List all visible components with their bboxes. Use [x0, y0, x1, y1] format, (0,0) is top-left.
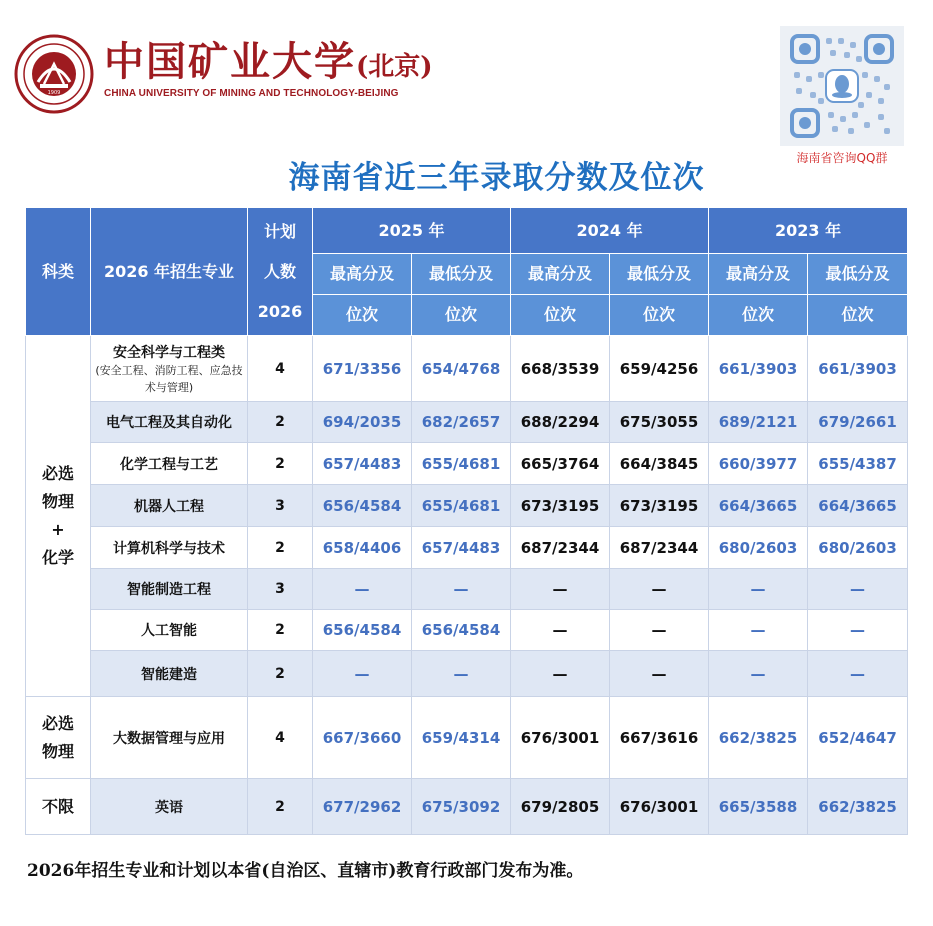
score-cell: 662/3825 — [808, 779, 908, 835]
score-cell: 655/4681 — [412, 443, 511, 485]
category-line: 必选 — [41, 464, 74, 483]
header-year-2025: 2025 年 — [313, 208, 511, 254]
score-cell: 654/4768 — [412, 336, 511, 402]
table-row — [26, 610, 908, 651]
score-cell: 665/3588 — [709, 779, 808, 835]
score-cell: 665/3764 — [511, 443, 610, 485]
category-line: 物理 — [41, 741, 74, 761]
score-cell: — — [808, 651, 908, 697]
score-cell: 668/3539 — [511, 336, 610, 402]
score-cell: 659/4314 — [412, 697, 511, 779]
major-cell: 智能建造 — [91, 651, 248, 697]
table-row — [26, 443, 908, 485]
score-cell: 662/3825 — [709, 697, 808, 779]
score-cell: 656/4584 — [313, 610, 412, 651]
score-cell: — — [709, 651, 808, 697]
university-emblem-logo — [14, 34, 94, 114]
score-cell: 688/2294 — [511, 402, 610, 443]
category-cell — [26, 697, 91, 779]
score-cell: 694/2035 — [313, 402, 412, 443]
score-cell: — — [709, 610, 808, 651]
plan-cell: 2 — [248, 610, 313, 651]
table-row — [26, 402, 908, 443]
header-rank-label: 位次 — [808, 295, 908, 336]
score-cell: — — [412, 569, 511, 610]
score-cell: — — [412, 651, 511, 697]
score-cell: 661/3903 — [808, 336, 908, 402]
university-name-cn-main: 中国矿业大学 — [104, 38, 356, 85]
header-plan-line2: 人数 — [263, 261, 296, 281]
plan-cell: 2 — [248, 779, 313, 835]
header-max-label: 最高分及 — [709, 254, 808, 295]
score-cell: 664/3665 — [808, 485, 908, 527]
score-cell: 660/3977 — [709, 443, 808, 485]
major-cell: 机器人工程 — [91, 485, 248, 527]
score-cell: 667/3660 — [313, 697, 412, 779]
footnote: 2026年招生专业和计划以本省(自治区、直辖市)教育行政部门发布为准。 — [27, 861, 584, 881]
score-cell: 664/3845 — [610, 443, 709, 485]
table-row — [26, 336, 908, 402]
score-cell: — — [610, 610, 709, 651]
header-rank-label: 位次 — [412, 295, 511, 336]
header-rank-label: 位次 — [313, 295, 412, 336]
category-line: 必选 — [41, 713, 74, 733]
major-cell — [91, 336, 248, 402]
score-cell: — — [511, 569, 610, 610]
plan-cell: 2 — [248, 651, 313, 697]
score-cell: 664/3665 — [709, 485, 808, 527]
table-row — [26, 779, 908, 835]
score-cell: 687/2344 — [511, 527, 610, 569]
qr-caption: 海南省咨询QQ群 — [796, 151, 888, 165]
score-cell: — — [808, 569, 908, 610]
score-cell: 673/3195 — [511, 485, 610, 527]
header-plan-line3: 2026 — [257, 301, 303, 321]
score-cell: 652/4647 — [808, 697, 908, 779]
admission-scores-table — [25, 207, 908, 835]
score-cell: 656/4584 — [313, 485, 412, 527]
score-cell: 689/2121 — [709, 402, 808, 443]
score-cell: 655/4387 — [808, 443, 908, 485]
header-year-2024: 2024 年 — [511, 208, 709, 254]
score-cell: 659/4256 — [610, 336, 709, 402]
score-cell: 675/3092 — [412, 779, 511, 835]
university-name-en: CHINA UNIVERSITY OF MINING AND TECHNOLOGY-BEIJING — [104, 88, 399, 99]
score-cell: 667/3616 — [610, 697, 709, 779]
header-min-label: 最低分及 — [808, 254, 908, 295]
score-cell: 676/3001 — [511, 697, 610, 779]
score-cell: — — [511, 610, 610, 651]
major-cell: 智能制造工程 — [91, 569, 248, 610]
score-cell: 671/3356 — [313, 336, 412, 402]
page-title: 海南省近三年录取分数及位次 — [288, 160, 705, 196]
score-cell: — — [313, 569, 412, 610]
major-cell: 英语 — [91, 779, 248, 835]
header-rank-label: 位次 — [610, 295, 709, 336]
major-cell: 人工智能 — [91, 610, 248, 651]
score-cell: 658/4406 — [313, 527, 412, 569]
plan-cell: 4 — [248, 697, 313, 779]
score-cell: — — [709, 569, 808, 610]
table-row — [26, 527, 908, 569]
score-cell: — — [610, 569, 709, 610]
score-cell: 679/2661 — [808, 402, 908, 443]
table-row — [26, 485, 908, 527]
score-cell: 680/2603 — [709, 527, 808, 569]
score-cell: 679/2805 — [511, 779, 610, 835]
header-max-label: 最高分及 — [313, 254, 412, 295]
category-cell — [26, 336, 91, 697]
plan-cell: 2 — [248, 527, 313, 569]
header-year-2023: 2023 年 — [709, 208, 908, 254]
category-line: 不限 — [41, 796, 74, 816]
plan-cell: 3 — [248, 569, 313, 610]
major-name: 安全科学与工程类 — [113, 344, 225, 361]
score-cell: 687/2344 — [610, 527, 709, 569]
category-line: + — [51, 520, 65, 539]
emblem-year: 1909 — [47, 90, 61, 96]
score-cell: 680/2603 — [808, 527, 908, 569]
plan-cell: 2 — [248, 443, 313, 485]
header-category: 科类 — [26, 208, 91, 336]
header-min-label: 最低分及 — [412, 254, 511, 295]
score-cell: 673/3195 — [610, 485, 709, 527]
score-cell: 656/4584 — [412, 610, 511, 651]
score-cell: 677/2962 — [313, 779, 412, 835]
score-cell: 682/2657 — [412, 402, 511, 443]
score-cell: — — [313, 651, 412, 697]
table-row — [26, 651, 908, 697]
major-cell: 电气工程及其自动化 — [91, 402, 248, 443]
category-line: 化学 — [41, 548, 74, 567]
header-major: 2026 年招生专业 — [91, 208, 248, 336]
score-cell: 675/3055 — [610, 402, 709, 443]
score-cell: 676/3001 — [610, 779, 709, 835]
category-line: 物理 — [41, 492, 74, 511]
header-plan-line1: 计划 — [263, 221, 296, 241]
major-cell: 计算机科学与技术 — [91, 527, 248, 569]
qr-code-icon[interactable] — [788, 32, 896, 140]
plan-cell: 3 — [248, 485, 313, 527]
score-cell: 661/3903 — [709, 336, 808, 402]
header-max-label: 最高分及 — [511, 254, 610, 295]
major-cell: 化学工程与工艺 — [91, 443, 248, 485]
score-cell: — — [610, 651, 709, 697]
score-cell: — — [511, 651, 610, 697]
header-min-label: 最低分及 — [610, 254, 709, 295]
plan-cell: 4 — [248, 336, 313, 402]
score-cell: 655/4681 — [412, 485, 511, 527]
major-cell: 大数据管理与应用 — [91, 697, 248, 779]
category-cell — [26, 779, 91, 835]
header-rank-label: 位次 — [709, 295, 808, 336]
score-cell: 657/4483 — [313, 443, 412, 485]
header-rank-label: 位次 — [511, 295, 610, 336]
table-row — [26, 697, 908, 779]
university-name-cn-sub: (北京) — [356, 52, 433, 82]
major-subfields: (安全工程、消防工程、应急技术与管理) — [95, 363, 243, 394]
score-cell: 657/4483 — [412, 527, 511, 569]
plan-cell: 2 — [248, 402, 313, 443]
header-plan — [248, 208, 313, 336]
table-row — [26, 569, 908, 610]
score-cell: — — [808, 610, 908, 651]
university-name-cn — [104, 38, 433, 91]
